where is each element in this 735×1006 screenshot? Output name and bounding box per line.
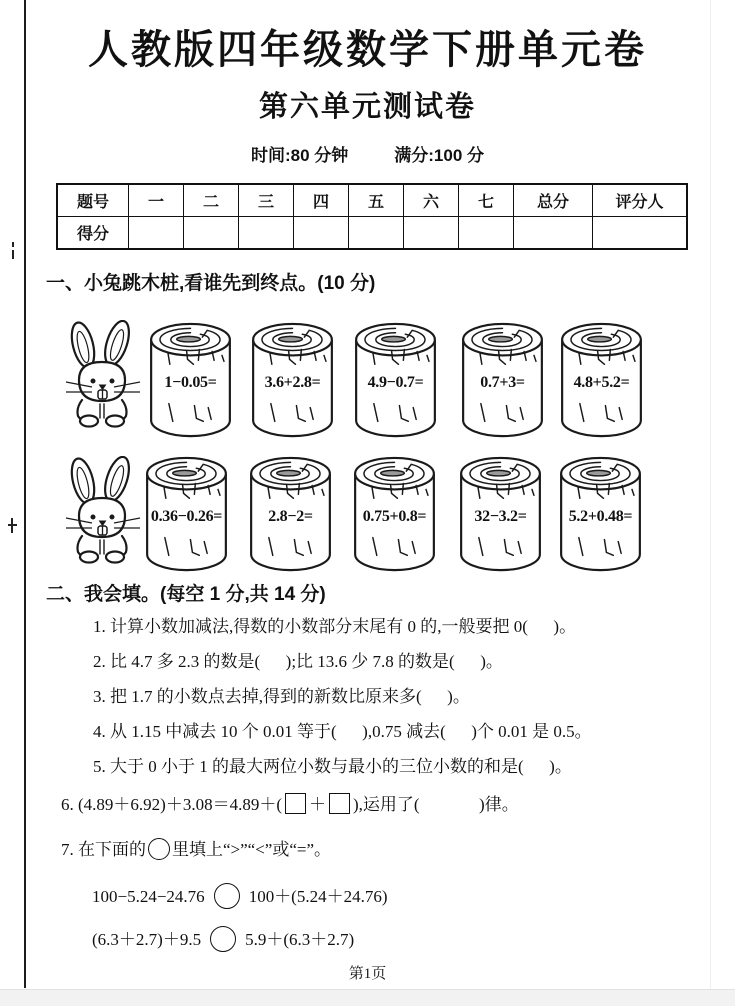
header-section-6: 六 [404, 184, 459, 217]
question-3: 3. 把 1.7 的小数点去掉,得到的新数比原来多( )。 [93, 687, 470, 706]
answer-circle-blank [210, 926, 236, 952]
rabbit-icon [60, 320, 146, 438]
stump-problem: 4.8+5.2= [573, 374, 630, 391]
wood-stump [350, 319, 441, 443]
stump-problem: 0.75+0.8= [362, 508, 427, 525]
header-section-2: 二 [184, 184, 239, 217]
comparison-1-right: 100＋(5.24＋24.76) [248, 887, 388, 906]
answer-box-blank [329, 793, 350, 814]
score-cell [514, 217, 593, 250]
answer-box-blank [285, 793, 306, 814]
comparison-2-right: 5.9＋(6.3＋2.7) [245, 930, 355, 949]
question-1: 1. 计算小数加减法,得数的小数部分末尾有 0 的,一般要把 0( )。 [93, 617, 577, 636]
scan-page-bottom-edge [0, 989, 735, 1006]
paper-subtitle: 第六单元测试卷 [258, 91, 476, 123]
stump-problem: 1−0.05= [164, 374, 217, 391]
question-6 [61, 790, 519, 815]
full-score: 满分:100 分 [394, 146, 485, 165]
wood-stump [141, 453, 232, 577]
score-cell [129, 217, 184, 250]
stump-problem: 2.8−2= [268, 508, 313, 525]
page-number: 第1页 [348, 966, 387, 982]
header-grader: 评分人 [593, 184, 688, 217]
header-section-7: 七 [459, 184, 514, 217]
wood-stump [145, 319, 236, 443]
question-6-part2: ＋ [308, 795, 326, 814]
header-question-number: 题号 [57, 184, 129, 217]
stump-problem: 0.7+3= [480, 374, 525, 391]
rabbit-illustration-row2 [60, 456, 146, 574]
question-2: 2. 比 4.7 多 2.3 的数是( );比 13.6 少 7.8 的数是( )。 [93, 652, 503, 671]
rabbit-illustration-row1 [60, 320, 146, 438]
question-4: 4. 从 1.15 中减去 10 个 0.01 等于( ),0.75 减去( )个 0.01 是 0.5。 [93, 722, 592, 741]
stump-problem: 4.9−0.7= [367, 374, 424, 391]
answer-circle-blank [214, 883, 240, 909]
comparison-1-left: 100−5.24−24.76 [92, 887, 205, 906]
header-section-1: 一 [129, 184, 184, 217]
time-limit: 时间:80 分钟 [250, 146, 349, 165]
question-5: 5. 大于 0 小于 1 的最大两位小数与最小的三位小数的和是( )。 [93, 757, 572, 776]
stump-problem: 5.2+0.48= [568, 508, 633, 525]
wood-stump [455, 453, 546, 577]
score-row-label: 得分 [57, 217, 129, 250]
stump-problem: 0.36−0.26= [150, 508, 223, 525]
question-7-part1: 7. 在下面的 [61, 840, 146, 859]
comparison-line-1 [92, 882, 388, 909]
score-cell [593, 217, 688, 250]
paper-title: 人教版四年级数学下册单元卷 [88, 28, 647, 72]
score-cell [184, 217, 239, 250]
scan-mark [12, 250, 14, 259]
score-cell [239, 217, 294, 250]
score-table-score-row [57, 217, 687, 250]
question-7-part2: 里填上“>”“<”或“=”。 [172, 840, 332, 859]
time-and-score-line [0, 141, 735, 166]
wood-stump [247, 319, 338, 443]
question-6-part3: ),运用了( )律。 [352, 795, 519, 814]
stump-problem: 32−3.2= [474, 508, 527, 525]
score-cell [404, 217, 459, 250]
score-cell [349, 217, 404, 250]
wood-stump [245, 453, 336, 577]
wood-stump [555, 453, 646, 577]
wood-stump [457, 319, 548, 443]
section2-heading: 二、我会填。(每空 1 分,共 14 分) [46, 584, 326, 605]
header-section-4: 四 [294, 184, 349, 217]
comparison-2-left: (6.3＋2.7)＋9.5 [92, 930, 202, 949]
wood-stump [349, 453, 440, 577]
header-section-5: 五 [349, 184, 404, 217]
score-table-header-row [57, 184, 687, 217]
score-cell [459, 217, 514, 250]
score-table [56, 183, 688, 250]
wood-stump [556, 319, 647, 443]
comparison-line-2 [92, 925, 354, 952]
answer-circle-blank [148, 838, 170, 860]
scan-mark [12, 242, 14, 247]
question-7 [61, 835, 331, 860]
header-section-3: 三 [239, 184, 294, 217]
question-6-part1: 6. (4.89＋6.92)＋3.08＝4.89＋( [61, 795, 282, 814]
section1-heading: 一、小兔跳木桩,看谁先到终点。(10 分) [46, 273, 376, 294]
score-cell [294, 217, 349, 250]
scan-mark [8, 524, 17, 526]
rabbit-icon [60, 456, 146, 574]
header-total-score: 总分 [514, 184, 593, 217]
stump-problem: 3.6+2.8= [264, 374, 321, 391]
